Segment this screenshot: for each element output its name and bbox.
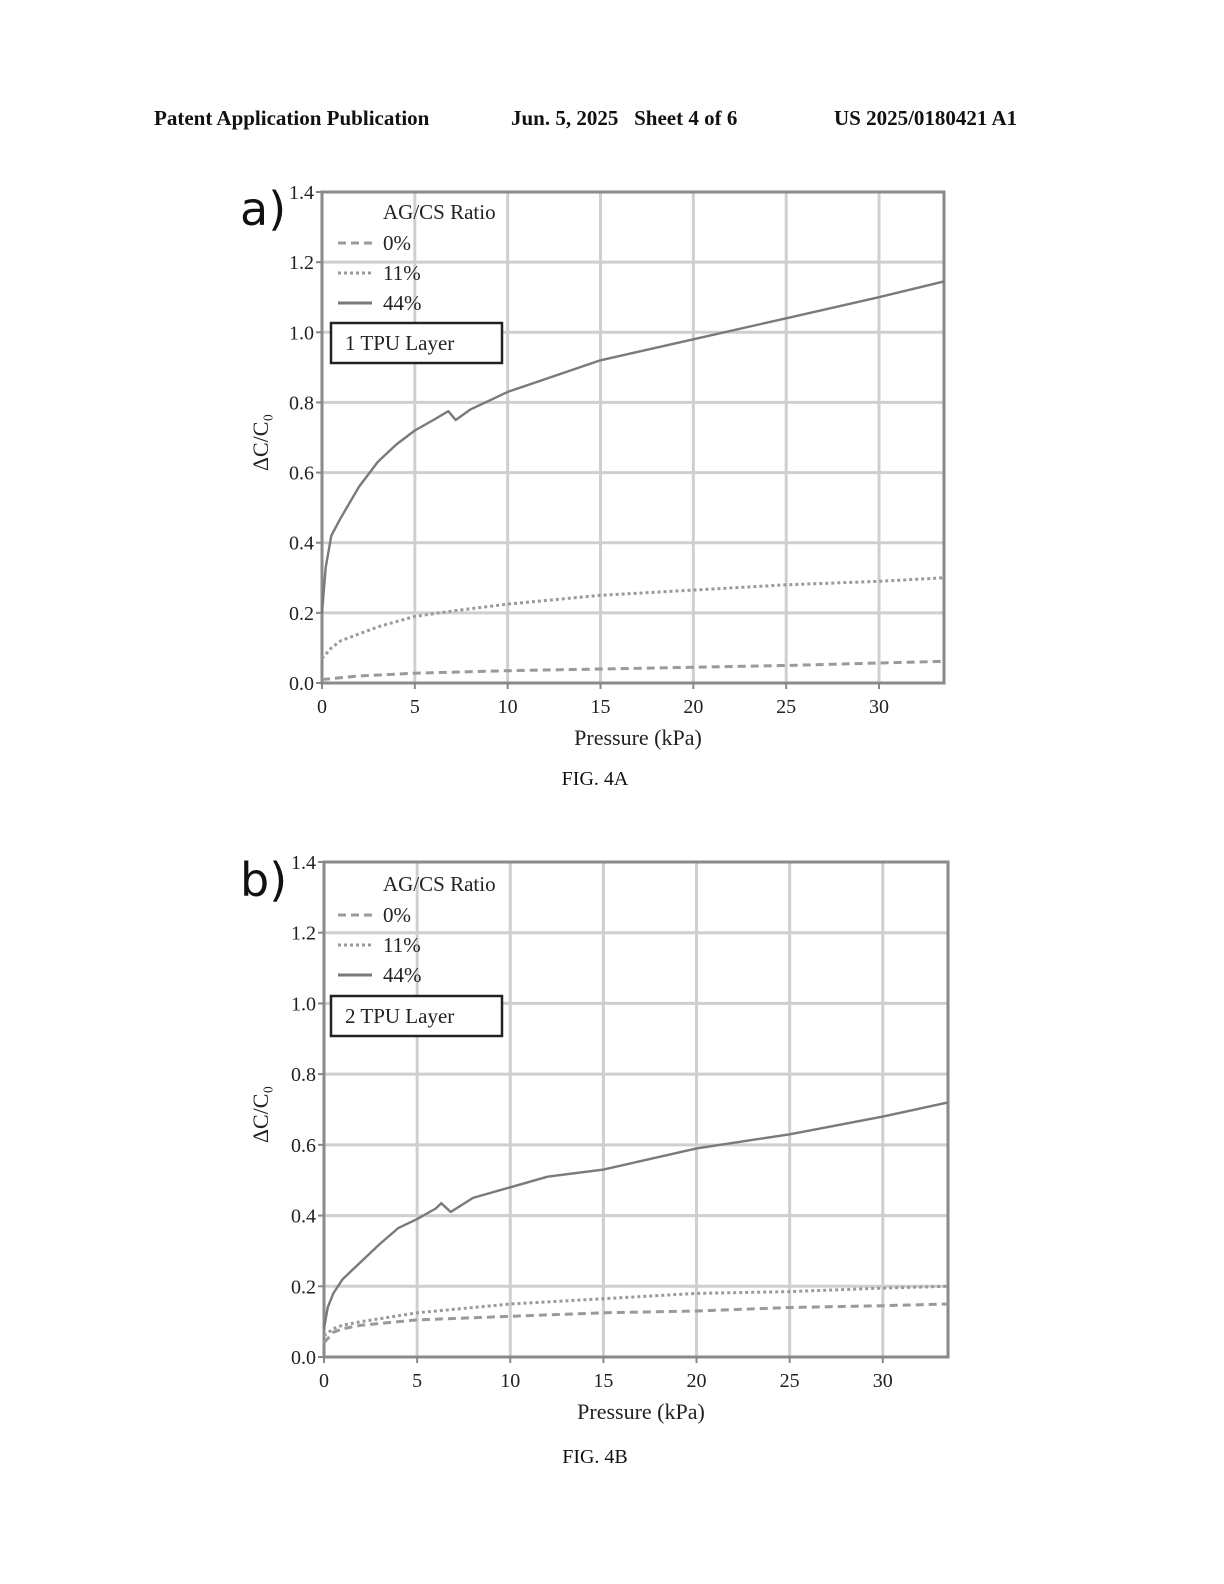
y-tick-label: 1.0 [289,322,314,345]
x-tick-label: 5 [412,1370,423,1392]
legend-entry-label: 0% [383,903,411,927]
y-tick-label: 0.6 [289,462,314,485]
x-tick-label: 0 [319,1370,329,1392]
y-tick-label: 0.8 [291,1064,316,1087]
x-tick-label: 25 [779,1370,800,1392]
legend-entry-label: 11% [383,261,421,285]
header-date-sheet: Jun. 5, 2025 Sheet 4 of 6 [511,106,738,130]
figure-caption-4b: FIG. 4B [562,1446,628,1468]
x-tick-label: 0 [317,696,327,718]
y-axis-label: ΔC/C₀ [248,413,273,472]
legend-entry-label: 44% [383,963,422,987]
x-tick-label: 30 [869,696,890,718]
layer-box-label: 1 TPU Layer [345,331,455,355]
legend-entry-label: 44% [383,291,422,315]
x-tick-label: 10 [497,696,518,718]
x-tick-label: 15 [593,1370,614,1392]
x-tick-label: 15 [590,696,611,718]
legend-entry-label: 0% [383,231,411,255]
header-patent-number: US 2025/0180421 A1 [834,106,1018,130]
x-axis-label: Pressure (kPa) [574,725,702,750]
header-publication: Patent Application Publication [154,106,430,130]
x-tick-label: 25 [776,696,797,718]
legend-entry-label: 11% [383,933,421,957]
legend-title: AG/CS Ratio [383,200,496,224]
legend [338,200,496,315]
y-tick-label: 0.0 [291,1347,316,1369]
panel-label: a) [240,182,287,236]
y-tick-label: 1.0 [291,993,316,1016]
y-tick-label: 1.4 [289,182,314,204]
x-tick-label: 20 [683,696,704,718]
y-tick-label: 0.2 [289,602,314,625]
chart-fig-4b [0,830,1224,1510]
layer-box-label: 2 TPU Layer [345,1004,455,1028]
figure-caption-4a: FIG. 4A [561,768,629,790]
x-tick-label: 5 [409,696,420,718]
x-tick-label: 10 [500,1370,521,1392]
x-axis-label: Pressure (kPa) [577,1399,705,1424]
y-tick-label: 0.2 [291,1276,316,1299]
y-tick-label: 0.4 [291,1205,316,1228]
y-axis-label: ΔC/C₀ [248,1085,273,1144]
y-tick-label: 1.2 [289,252,314,275]
x-tick-label: 30 [872,1370,893,1392]
y-tick-label: 0.8 [289,392,314,415]
y-tick-label: 0.4 [289,532,314,555]
y-tick-label: 1.4 [291,852,316,874]
legend-title: AG/CS Ratio [383,872,496,896]
panel-label: b) [240,853,288,907]
y-tick-label: 0.6 [291,1134,316,1157]
y-tick-label: 1.2 [291,922,316,945]
x-tick-label: 20 [686,1370,707,1392]
y-tick-label: 0.0 [289,673,314,695]
chart-fig-4a [0,160,1224,840]
